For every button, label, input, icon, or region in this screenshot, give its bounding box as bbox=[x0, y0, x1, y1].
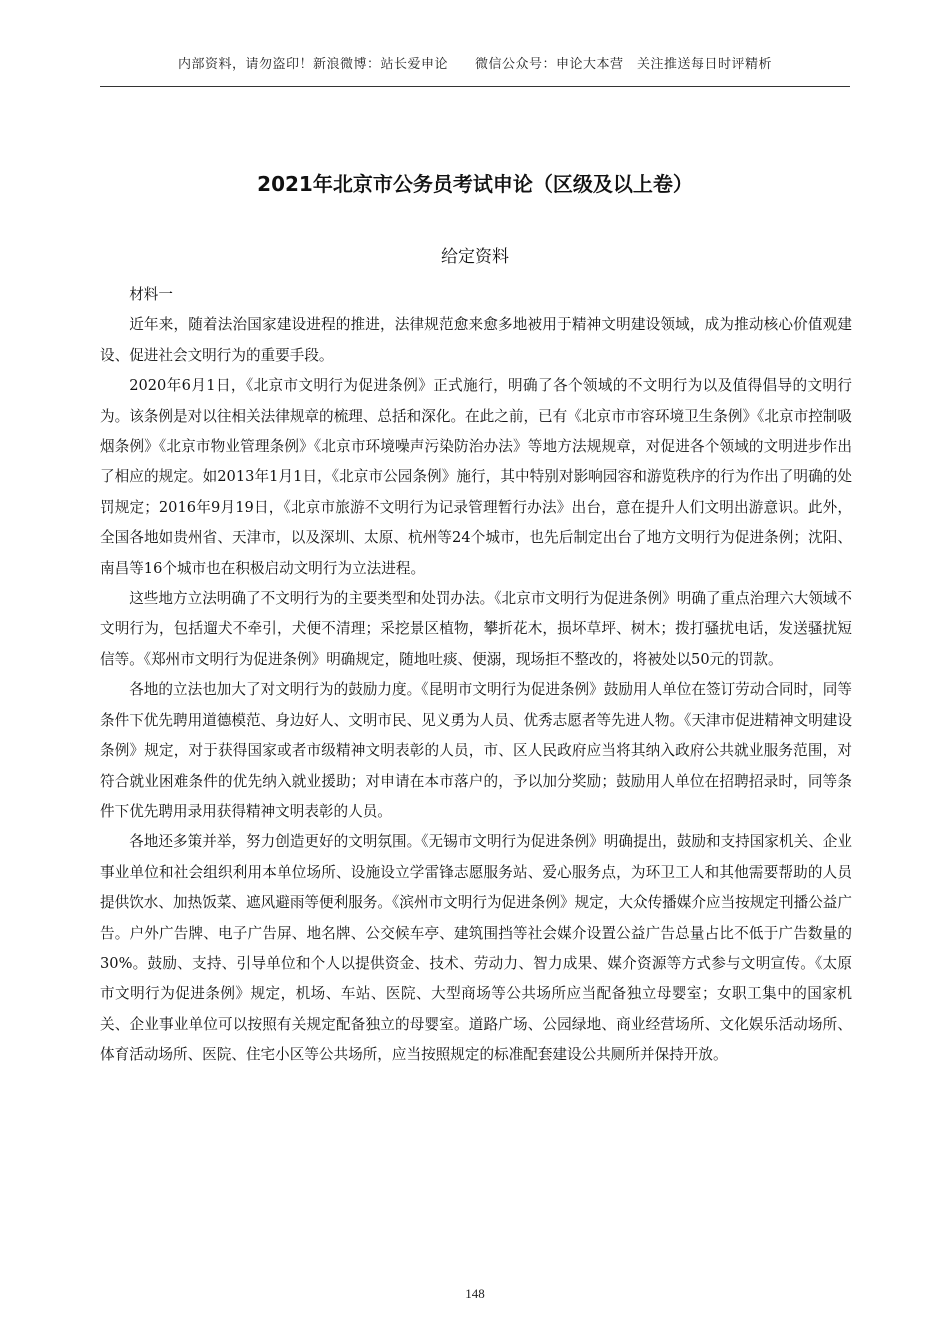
paragraph: 这些地方立法明确了不文明行为的主要类型和处罚办法。《北京市文明行为促进条例》明确了重点治理六大领域不文明行为，包括遛犬不牵引，犬便不清理；采挖景区植物，攀折花木，损坏草坪、树木；拨打骚扰电话，发送骚扰短信等。《郑州市文明行为促进条例》明确规定，随地吐痰、便溺，现场拒不整改的，将被处以50元的罚款。 bbox=[100, 590, 852, 668]
page-header-text: 内部资料，请勿盗印！新浪微博：站长爱申论 微信公众号：申论大本营 关注推送每日时评精析 bbox=[177, 57, 772, 72]
document-title: 2021年北京市公务员考试申论（区级及以上卷） bbox=[257, 172, 693, 196]
paragraph: 各地还多策并举，努力创造更好的文明氛围。《无锡市文明行为促进条例》明确提出，鼓励和支持国家机关、企业事业单位和社会组织利用本单位场所、设施设立学雷锋志愿服务站、爱心服务点，为环卫工人和其他需要帮助的人员提供饮水、加热饭菜、遮风避雨等便利服务。《滨州市文明行为促进条例》规定，大众传播媒介应当按规定刊播公益广告。户外广告牌、电子广告屏、地名牌、公交候车亭、建筑围挡等社会媒介设置公益广告总量占比不低于广告数量的30%。鼓励、支持、引导单位和个人以提供资金、技术、劳动力、智力成果、媒介资源等方式参与文明宣传。《太原市文明行为促进条例》规定，机场、车站、医院、大型商场等公共场所应当配备独立母婴室；女职工集中的国家机关、企业事业单位可以按照有关规定配备独立的母婴室。道路广场、公园绿地、商业经营场所、文化娱乐活动场所、体育活动场所、医院、住宅小区等公共场所，应当按照规定的标准配套建设公共厕所并保持开放。 bbox=[100, 833, 852, 1064]
header-divider bbox=[100, 86, 850, 87]
paragraph: 各地的立法也加大了对文明行为的鼓励力度。《昆明市文明行为促进条例》鼓励用人单位在签订劳动合同时，同等条件下优先聘用道德模范、身边好人、文明市民、见义勇为人员、优秀志愿者等先进人物。《天津市促进精神文明建设条例》规定，对于获得国家或者市级精神文明表彰的人员，市、区人民政府应当将其纳入政府公共就业服务范围，对符合就业困难条件的优先纳入就业援助；对申请在本市落户的，予以加分奖励；鼓励用人单位在招聘招录时，同等条件下优先聘用录用获得精神文明表彰的人员。 bbox=[100, 681, 852, 820]
material-label: 材料一 bbox=[129, 286, 173, 303]
paragraph: 2020年6月1日，《北京市文明行为促进条例》正式施行，明确了各个领域的不文明行为以及值得倡导的文明行为。该条例是对以往相关法律规章的梳理、总括和深化。在此之前，已有《北京市市容环境卫生条例》《北京市控制吸烟条例》《北京市物业管理条例》《北京市环境噪声污染防治办法》等地方法规规章，对促进各个领域的文明进步作出了相应的规定。如2013年1月1日，《北京市公园条例》施行，其中特别对影响园容和游览秩序的行为作出了明确的处罚规定；2016年9月19日，《北京市旅游不文明行为记录管理暂行办法》出台，意在提升人们文明出游意识。此外，全国各地如贵州省、天津市，以及深圳、太原、杭州等24个城市，也先后制定出台了地方文明行为促进条例；沈阳、南昌等16个城市也在积极启动文明行为立法进程。 bbox=[100, 377, 852, 577]
document-body bbox=[100, 280, 852, 1071]
paragraph: 近年来，随着法治国家建设进程的推进，法律规范愈来愈多地被用于精神文明建设领域，成为推动核心价值观建设、促进社会文明行为的重要手段。 bbox=[100, 316, 852, 364]
page-number: 148 bbox=[465, 1286, 485, 1301]
section-title: 给定资料 bbox=[441, 247, 509, 267]
